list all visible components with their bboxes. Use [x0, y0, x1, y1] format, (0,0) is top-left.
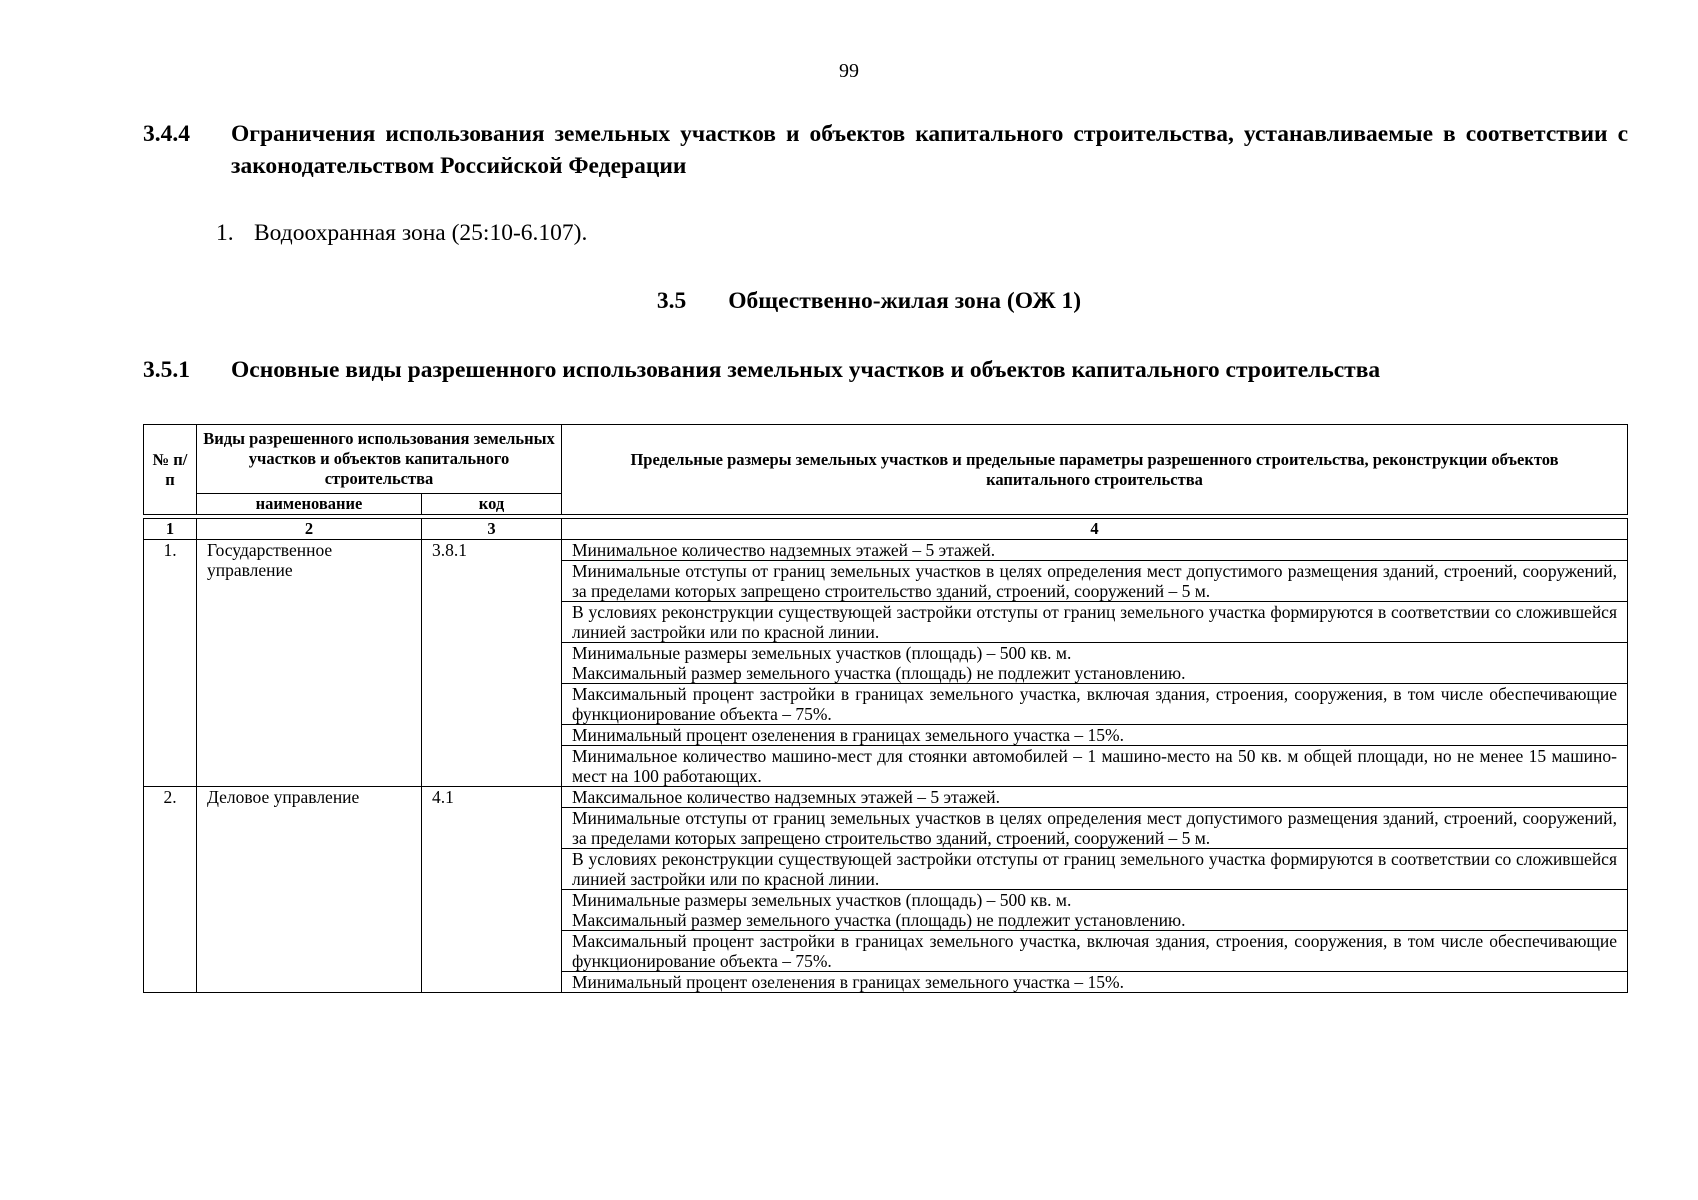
parameter-line: Минимальный процент озеленения в границах земельного участка – 15%. — [572, 725, 1124, 745]
parameter-cell — [562, 931, 1628, 972]
parameter-line: В условиях реконструкции существующей застройки отступы от границ земельного участка формируются в соответствии со сложившейся линией застройки или по красной линии. — [572, 602, 1617, 642]
row-number: 2. — [144, 787, 197, 993]
parameter-line: Максимальное количество надземных этажей – 5 этажей. — [572, 787, 1001, 807]
use-code: 3.8.1 — [422, 540, 562, 787]
table-row — [144, 787, 1628, 808]
header-num: № п/п — [144, 425, 197, 515]
table-header-row — [144, 425, 1628, 494]
parameter-cell — [562, 540, 1628, 561]
header-kinds: Виды разрешенного использования земельных участков и объектов капитального строительства — [197, 425, 562, 494]
header-name: наименование — [197, 494, 422, 515]
page-number: 99 — [839, 60, 859, 82]
parameter-line: Минимальные размеры земельных участков (площадь) – 500 кв. м. — [572, 890, 1072, 910]
parameter-line: Максимальный процент застройки в границах земельного участка, включая здания, строения, сооружения, в том числе обеспечивающие функционирование объекта – 75%. — [572, 684, 1617, 724]
table-row — [144, 540, 1628, 561]
parameter-line: Минимальное количество надземных этажей – 5 этажей. — [572, 540, 996, 560]
parameter-line: Минимальные размеры земельных участков (площадь) – 500 кв. м. — [572, 643, 1072, 663]
list-item-text: Водоохранная зона (25:10-6.107). — [254, 220, 588, 246]
permitted-use-table — [143, 424, 1628, 993]
section-number: 3.5 — [656, 288, 687, 314]
restriction-list-item — [216, 220, 587, 247]
parameter-cell — [562, 684, 1628, 725]
parameter-cell — [562, 787, 1628, 808]
column-number: 4 — [562, 519, 1628, 540]
section-title: Основные виды разрешенного использования земельных участков и объектов капитального строительства — [231, 357, 1381, 383]
parameter-cell — [562, 643, 1628, 684]
parameter-cell — [562, 561, 1628, 602]
use-code: 4.1 — [422, 787, 562, 993]
parameter-cell — [562, 725, 1628, 746]
column-number: 3 — [422, 519, 562, 540]
header-code: код — [422, 494, 562, 515]
section-number: 3.4.4 — [143, 121, 190, 147]
parameter-line: Минимальные отступы от границ земельных участков в целях определения мест допустимого размещения зданий, строений, сооружений, за пределами которых запрещено строительство зданий, строений, сооружений – 5 м. — [572, 561, 1617, 601]
section-heading-3-4-4 — [143, 118, 1628, 182]
parameter-line: Минимальные отступы от границ земельных участков в целях определения мест допустимого размещения зданий, строений, сооружений, за пределами которых запрещено строительство зданий, строений, сооружений – 5 м. — [572, 808, 1617, 848]
row-number: 1. — [144, 540, 197, 787]
parameter-line: Максимальный размер земельного участка (площадь) не подлежит установлению. — [572, 663, 1186, 683]
section-heading-3-5-1 — [143, 357, 1643, 384]
parameter-line: Максимальный размер земельного участка (площадь) не подлежит установлению. — [572, 910, 1186, 930]
use-name: Деловое управление — [197, 787, 422, 993]
parameter-cell — [562, 849, 1628, 890]
parameter-cell — [562, 890, 1628, 931]
parameter-cell — [562, 972, 1628, 993]
parameter-line: В условиях реконструкции существующей застройки отступы от границ земельного участка формируются в соответствии со сложившейся линией застройки или по красной линии. — [572, 849, 1617, 889]
parameter-cell — [562, 808, 1628, 849]
section-number: 3.5.1 — [143, 357, 190, 383]
parameter-line: Максимальный процент застройки в границах земельного участка, включая здания, строения, сооружения, в том числе обеспечивающие функционирование объекта – 75%. — [572, 931, 1617, 971]
column-number: 1 — [144, 519, 197, 540]
column-numbers-row — [144, 519, 1628, 540]
section-heading-3-5 — [0, 288, 1698, 315]
parameter-cell — [562, 746, 1628, 787]
section-title: Общественно-жилая зона (ОЖ 1) — [728, 288, 1082, 314]
use-name: Государственное управление — [197, 540, 422, 787]
column-number: 2 — [197, 519, 422, 540]
parameter-cell — [562, 602, 1628, 643]
list-marker: 1. — [216, 220, 234, 246]
parameter-line: Минимальный процент озеленения в границах земельного участка – 15%. — [572, 972, 1124, 992]
section-title: Ограничения использования земельных участков и объектов капитального строительства, устанавливаемые в соответствии с законодательством Российской Федерации — [231, 121, 1628, 179]
parameter-line: Минимальное количество машино-мест для стоянки автомобилей – 1 машино-место на 50 кв. м общей площади, но не менее 15 машино-мест на 100 работающих. — [572, 746, 1617, 786]
header-params: Предельные размеры земельных участков и предельные параметры разрешенного строительства, реконструкции объектов капитального строительства — [562, 425, 1628, 515]
